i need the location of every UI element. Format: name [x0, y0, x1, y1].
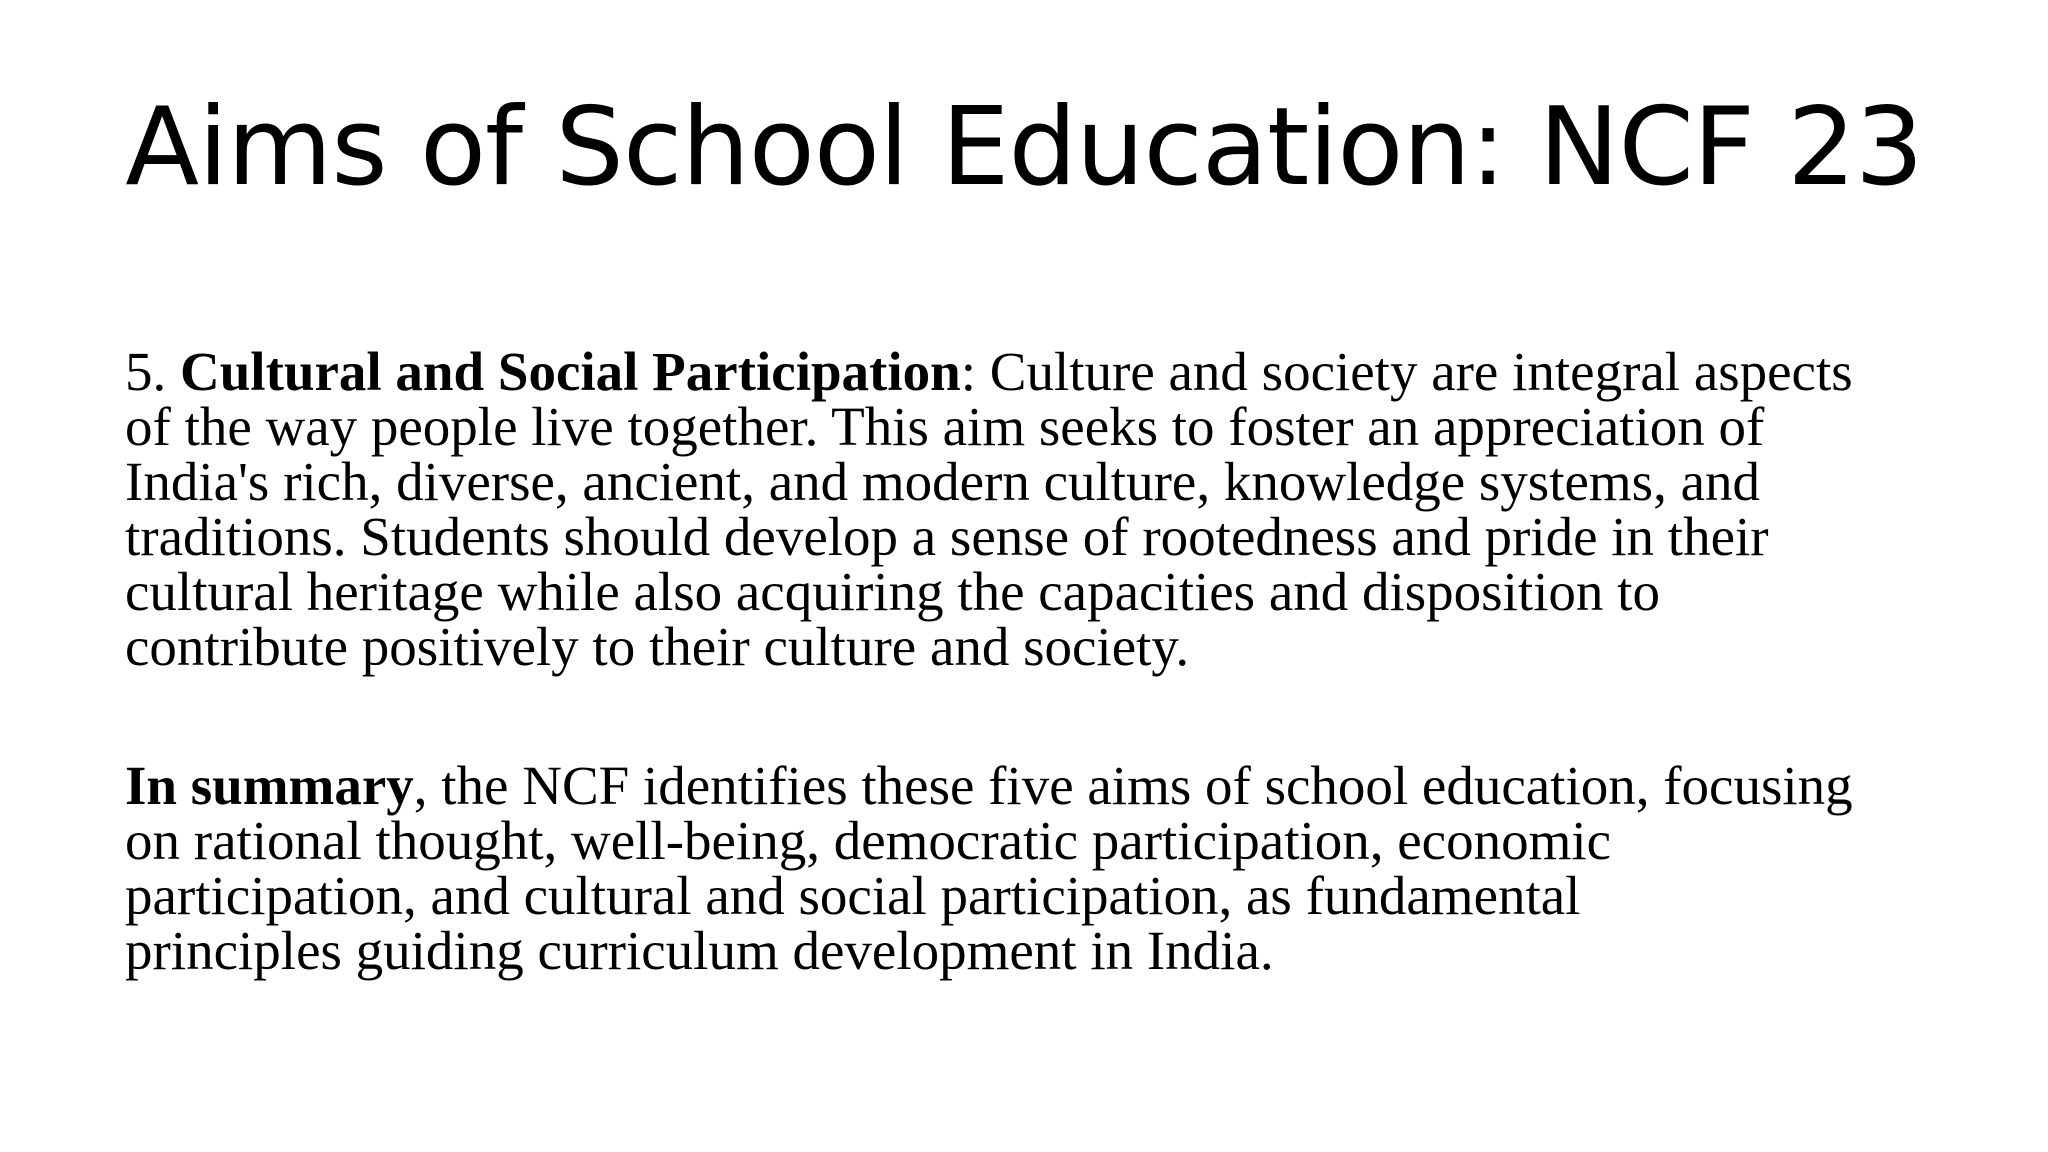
paragraph-line: participation, and cultural and social participation, as fundamental: [125, 865, 1581, 926]
paragraph-heading: In summary: [125, 755, 414, 816]
paragraph-line: on rational thought, well-being, democratic participation, economic: [125, 810, 1612, 871]
paragraph-text: , the NCF identifies these five aims of school education, focusing: [413, 755, 1853, 816]
paragraph-line: India's rich, diverse, ancient, and modern culture, knowledge systems, and: [125, 451, 1760, 512]
list-number: 5.: [125, 341, 167, 402]
paragraph-cultural-social-participation: [125, 341, 1985, 677]
paragraph-line: contribute positively to their culture and society.: [125, 616, 1190, 677]
paragraph-first-line: [125, 755, 1985, 816]
paragraph-summary: [125, 755, 1985, 981]
paragraph-heading: Cultural and Social Participation: [180, 341, 961, 402]
paragraph-first-line: [125, 341, 1985, 402]
paragraph-line: cultural heritage while also acquiring the capacities and disposition to: [125, 561, 1660, 622]
paragraph-line: traditions. Students should develop a sense of rootedness and pride in their: [125, 506, 1769, 567]
slide-title: Aims of School Education: NCF 23: [125, 85, 1923, 210]
slide-body: [125, 341, 1985, 981]
paragraph-line: of the way people live together. This aim seeks to foster an appreciation of: [125, 396, 1765, 457]
paragraph-line: principles guiding curriculum development in India.: [125, 920, 1274, 981]
paragraph-text: : Culture and society are integral aspects: [960, 341, 1853, 402]
